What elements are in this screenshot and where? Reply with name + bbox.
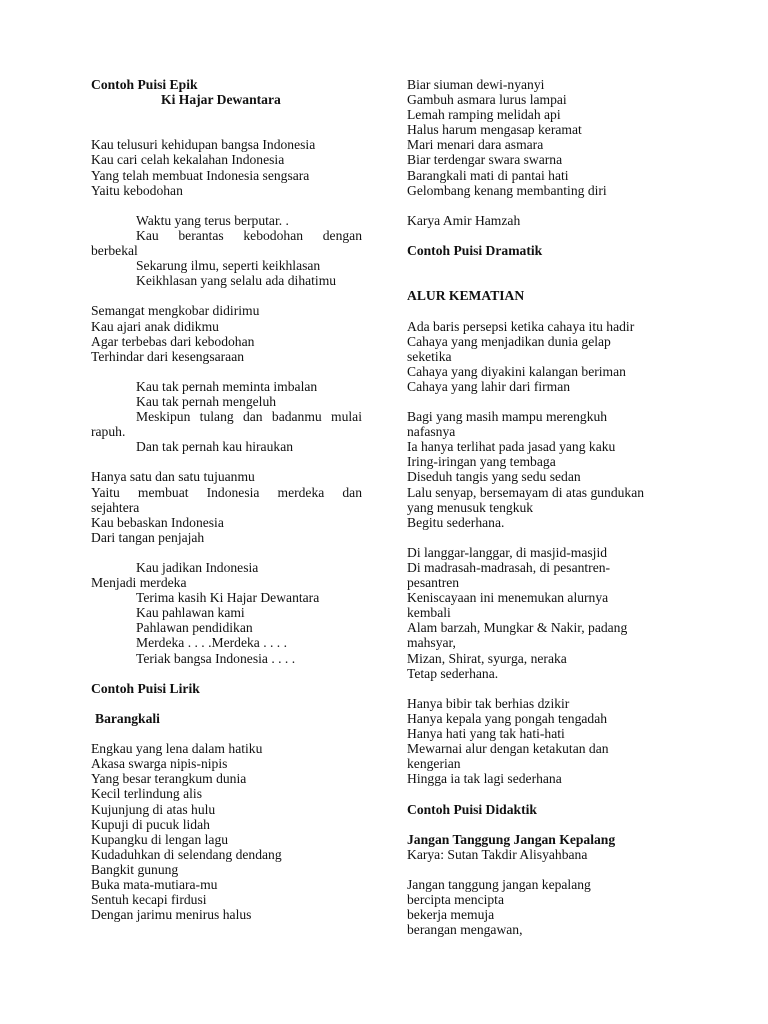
- poem-line: Buka mata-mutiara-mu: [91, 876, 218, 892]
- poem-line: Gambuh asmara lurus lampai: [407, 92, 567, 108]
- poem-line: Lalu senyap, bersemayam di atas gundukan: [407, 484, 645, 500]
- poem-line: Mizan, Shirat, syurga, neraka: [407, 650, 567, 666]
- epik-subtitle: Ki Hajar Dewantara: [161, 92, 281, 108]
- poem-line: Bagi yang masih mampu merengkuh: [407, 409, 608, 425]
- poem-line: Meskipun tulang dan badanmu mulai: [136, 409, 362, 425]
- poem-line: sejahtera: [91, 499, 140, 515]
- poem-line: Dan tak pernah kau hiraukan: [136, 439, 294, 455]
- poem-line: Dengan jarimu menirus halus: [91, 907, 252, 923]
- poem-line: Hanya satu dan satu tujuanmu: [91, 469, 255, 485]
- poem-line: Kupuji di pucuk lidah: [91, 816, 210, 832]
- poem-line: Teriak bangsa Indonesia . . . .: [136, 650, 296, 666]
- poem-line: Yaitu kebodohan: [91, 182, 183, 198]
- poem-line: Tetap sederhana.: [407, 665, 499, 681]
- poem-line: Gelombang kenang membanting diri: [407, 182, 607, 198]
- poem-line: Sentuh kecapi firdusi: [91, 892, 207, 908]
- right-column: [407, 77, 652, 937]
- poem-line: Barangkali mati di pantai hati: [407, 167, 569, 183]
- poem-line: Kupangku di lengan lagu: [91, 831, 229, 847]
- didaktik-subtitle: Jangan Tanggung Jangan Kepalang: [407, 831, 616, 847]
- lirik-title: Contoh Puisi Lirik: [91, 680, 200, 696]
- didaktik-title: Contoh Puisi Didaktik: [407, 801, 537, 817]
- poem-line: Kau berantas kebodohan dengan: [136, 227, 362, 243]
- poem-line: Akasa swarga nipis-nipis: [91, 756, 228, 772]
- poem-line: Hanya kepala yang pongah tengadah: [407, 710, 608, 726]
- poem-line: Kau ajari anak didikmu: [91, 318, 219, 334]
- poem-line: Sekarung ilmu, seperti keikhlasan: [136, 258, 321, 274]
- poem-line: Jangan tanggung jangan kepalang: [407, 876, 591, 892]
- didaktik-author: Karya: Sutan Takdir Alisyahbana: [407, 846, 588, 862]
- dramatik-title: Contoh Puisi Dramatik: [407, 243, 543, 259]
- poem-line: berbekal: [91, 243, 138, 259]
- poem-line: Kau pahlawan kami: [136, 605, 245, 621]
- poem-line: Engkau yang lena dalam hatiku: [91, 741, 263, 757]
- poem-line: Agar terbebas dari kebodohan: [91, 333, 255, 349]
- poem-line: Kecil terlindung alis: [91, 786, 202, 802]
- poem-line: Keikhlasan yang selalu ada dihatimu: [136, 273, 337, 289]
- poem-line: Dari tangan penjajah: [91, 529, 205, 545]
- poem-line: Keniscayaan ini menemukan alurnya: [407, 590, 609, 606]
- poem-line: nafasnya: [407, 424, 456, 440]
- poem-line: pesantren: [407, 575, 460, 591]
- poem-line: Hanya hati yang tak hati-hati: [407, 726, 565, 742]
- poem-line: yang menusuk tengkuk: [407, 499, 534, 515]
- poem-line: Kau cari celah kekalahan Indonesia: [91, 152, 285, 168]
- poem-line: mahsyar,: [407, 635, 456, 651]
- poem-line: Alam barzah, Mungkar & Nakir, padang: [407, 620, 628, 636]
- poem-line: Di madrasah-madrasah, di pesantren-: [407, 560, 611, 575]
- poem-line: Semangat mengkobar didirimu: [91, 303, 260, 319]
- dramatik-subtitle: ALUR KEMATIAN: [407, 288, 525, 304]
- poem-line: Terhindar dari kesengsaraan: [91, 348, 245, 364]
- poem-line: Mari menari dara asmara: [407, 137, 544, 153]
- poem-line: Kujunjung di atas hulu: [91, 801, 216, 817]
- poem-line: Iring-iringan yang tembaga: [407, 454, 556, 470]
- poem-line: Kau tak pernah meminta imbalan: [136, 378, 318, 394]
- poem-line: Halus harum mengasap keramat: [407, 122, 582, 138]
- poem-line: Hanya bibir tak berhias dzikir: [407, 695, 570, 711]
- poem-line: Begitu sederhana.: [407, 514, 505, 530]
- poem-line: Ada baris persepsi ketika cahaya itu hadir: [407, 318, 635, 334]
- poem-line: Yaitu membuat Indonesia merdeka dan: [91, 484, 362, 500]
- poem-line: Biar terdengar swara swarna: [407, 152, 563, 168]
- poem-line: Merdeka . . . .Merdeka . . . .: [136, 635, 287, 651]
- poem-line: rapuh.: [91, 424, 126, 440]
- poem-line: Terima kasih Ki Hajar Dewantara: [136, 590, 320, 606]
- poem-line: Biar siuman dewi-nyanyi: [407, 77, 545, 92]
- poem-line: bekerja memuja: [407, 907, 495, 923]
- poem-line: Cahaya yang menjadikan dunia gelap: [407, 333, 611, 349]
- poem-line: Diseduh tangis yang sedu sedan: [407, 469, 581, 485]
- poem-line: Yang besar terangkum dunia: [91, 771, 247, 787]
- poem-line: Waktu yang terus berputar. .: [136, 212, 289, 228]
- poem-line: Menjadi merdeka: [91, 575, 187, 591]
- lirik-subtitle: Barangkali: [95, 710, 160, 726]
- poem-line: Cahaya yang lahir dari firman: [407, 378, 571, 394]
- poem-author: Karya Amir Hamzah: [407, 212, 521, 228]
- poem-line: Kau tak pernah mengeluh: [136, 393, 277, 409]
- poem-line: Mewarnai alur dengan ketakutan dan: [407, 741, 609, 757]
- poem-line: Kau telusuri kehidupan bangsa Indonesia: [91, 137, 316, 153]
- poem-line: berangan mengawan,: [407, 922, 523, 938]
- poem-line: Kau bebaskan Indonesia: [91, 514, 224, 530]
- poem-line: Pahlawan pendidikan: [136, 620, 253, 636]
- poem-line: Di langgar-langgar, di masjid-masjid: [407, 544, 608, 560]
- poem-line: Bangkit gunung: [91, 861, 179, 877]
- epik-title: Contoh Puisi Epik: [91, 77, 198, 92]
- left-column: [91, 77, 362, 922]
- poem-line: kembali: [407, 605, 451, 621]
- poem-line: Kudaduhkan di selendang dendang: [91, 846, 282, 862]
- poem-line: seketika: [407, 348, 452, 364]
- poem-line: Hingga ia tak lagi sederhana: [407, 771, 562, 787]
- poem-line: Yang telah membuat Indonesia sengsara: [91, 167, 310, 183]
- poem-line: kengerian: [407, 756, 461, 772]
- poem-line: bercipta mencipta: [407, 892, 504, 908]
- poem-line: Lemah ramping melidah api: [407, 107, 561, 123]
- poem-line: Ia hanya terlihat pada jasad yang kaku: [407, 439, 616, 455]
- poem-line: Cahaya yang diyakini kalangan beriman: [407, 363, 626, 379]
- poem-line: Kau jadikan Indonesia: [136, 560, 259, 575]
